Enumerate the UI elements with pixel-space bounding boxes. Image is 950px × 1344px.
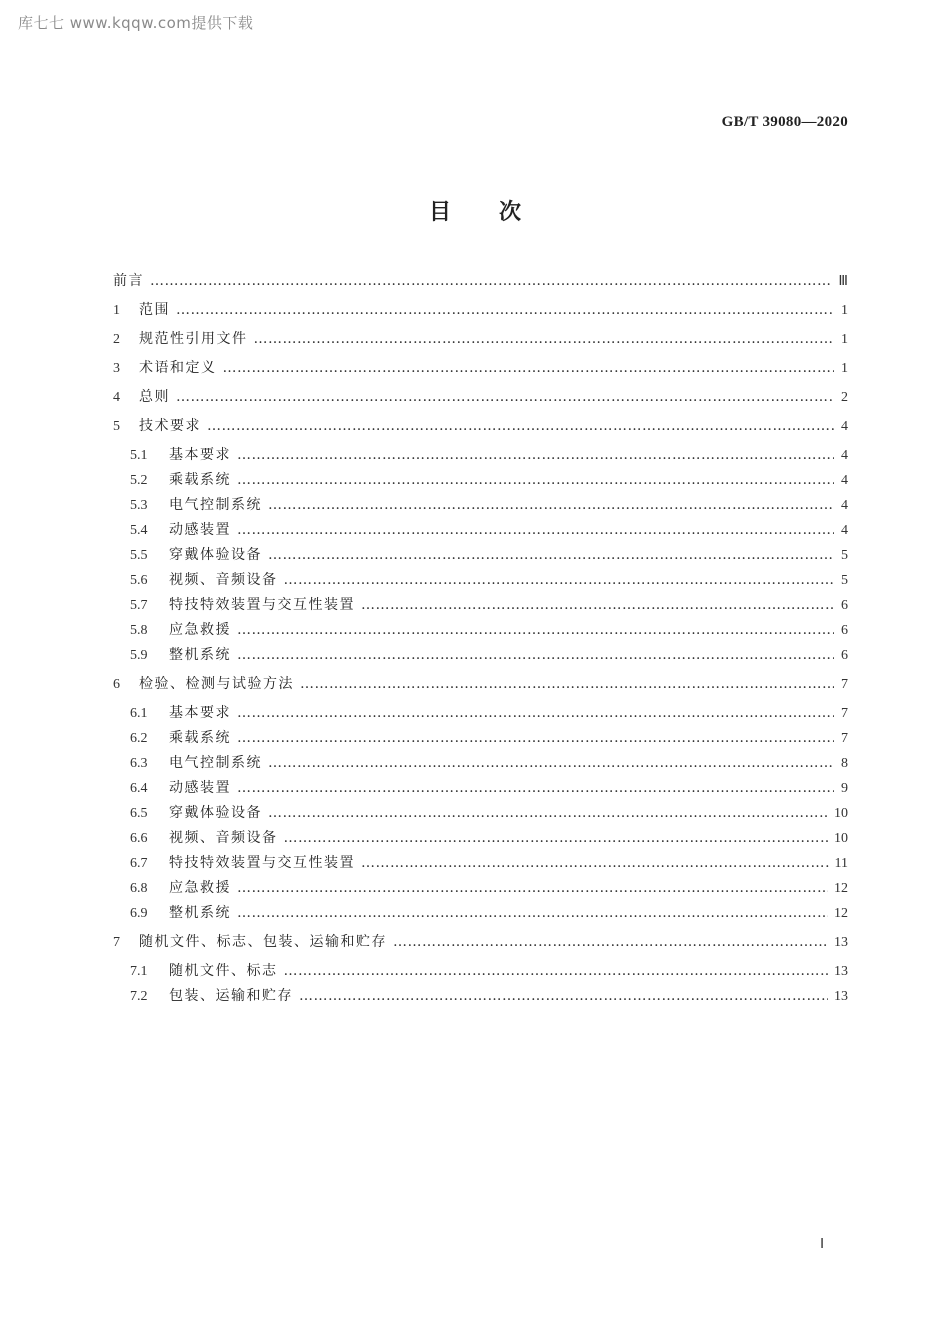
toc-entry[interactable] (113, 673, 848, 693)
toc-leader-dots (268, 805, 828, 821)
toc-entry-page: 4 (841, 419, 848, 434)
toc-entry-page: 10 (834, 806, 848, 821)
toc-entry-title: 视频、音频设备 (169, 830, 278, 846)
toc-leader-dots (268, 547, 834, 563)
toc-entry-title: 范围 (139, 302, 170, 318)
toc-entry-number: 5.7 (130, 598, 148, 613)
toc-subentry[interactable] (130, 827, 848, 847)
toc-entry-title: 技术要求 (139, 418, 201, 434)
toc-entry-page: 6 (841, 623, 848, 638)
toc-subentry[interactable] (130, 544, 848, 564)
toc-entry-number: 5.4 (130, 523, 148, 538)
toc-entry-number: 4 (113, 390, 120, 405)
toc-entry-page: 11 (834, 856, 848, 871)
toc-subentry[interactable] (130, 877, 848, 897)
toc-entry-page: 6 (841, 648, 848, 663)
toc-entry-number: 6.5 (130, 806, 148, 821)
toc-entry-page: 6 (841, 598, 848, 613)
toc-entry-title: 视频、音频设备 (169, 572, 278, 588)
toc-leader-dots (237, 647, 834, 663)
toc-leader-dots (254, 331, 835, 347)
toc-leader-dots (237, 622, 834, 638)
toc-leader-dots (300, 676, 834, 692)
toc-entry-number: 7.2 (130, 989, 148, 1004)
toc-subentry[interactable] (130, 902, 848, 922)
standard-code: GB/T 39080—2020 (721, 114, 848, 130)
toc-entry-title: 基本要求 (169, 705, 231, 721)
toc-entry-number: 5.3 (130, 498, 148, 513)
toc-entry-number: 7 (113, 935, 120, 950)
toc-leader-dots (237, 730, 834, 746)
toc-entry-page: Ⅲ (838, 274, 848, 289)
toc-entry-page: 10 (834, 831, 848, 846)
toc-entry-title: 检验、检测与试验方法 (139, 676, 294, 692)
toc-entry-title: 动感装置 (169, 522, 231, 538)
toc-leader-dots (237, 522, 834, 538)
toc-entry-title: 随机文件、标志 (169, 963, 278, 979)
toc-entry-title: 整机系统 (169, 647, 231, 663)
toc-leader-dots (361, 855, 829, 871)
toc-entry-page: 4 (841, 473, 848, 488)
toc-subentry[interactable] (130, 594, 848, 614)
toc-entry[interactable] (113, 415, 848, 435)
toc-entry-number: 6 (113, 677, 120, 692)
toc-leader-dots (237, 472, 834, 488)
toc-entry-title: 电气控制系统 (169, 755, 262, 771)
toc-entry[interactable] (113, 270, 848, 290)
toc-entry-number: 7.1 (130, 964, 148, 979)
toc-entry-title: 穿戴体验设备 (169, 547, 262, 563)
toc-entry-title: 包装、运输和贮存 (169, 988, 293, 1004)
toc-leader-dots (268, 497, 834, 513)
toc-entry-page: 12 (834, 881, 848, 896)
toc-entry-title: 特技特效装置与交互性装置 (169, 597, 355, 613)
toc-entry-number: 6.6 (130, 831, 148, 846)
toc-entry-page: 4 (841, 523, 848, 538)
page-title: 目次 (428, 200, 569, 225)
toc-entry-number: 5 (113, 419, 120, 434)
toc-subentry[interactable] (130, 985, 848, 1005)
toc-subentry[interactable] (130, 960, 848, 980)
toc-entry[interactable] (113, 931, 848, 951)
toc-entry-number: 6.8 (130, 881, 148, 896)
toc-leader-dots (237, 705, 834, 721)
toc-entry-page: 7 (841, 706, 848, 721)
toc-entry-number: 5.1 (130, 448, 148, 463)
toc-subentry[interactable] (130, 752, 848, 772)
toc-entry-title: 随机文件、标志、包装、运输和贮存 (139, 934, 387, 950)
toc-subentry[interactable] (130, 727, 848, 747)
toc-entry-page: 5 (841, 548, 848, 563)
toc-entry-page: 13 (834, 935, 848, 950)
toc-entry-title: 总则 (139, 389, 170, 405)
toc-entry-page: 13 (834, 964, 848, 979)
toc-entry-title: 基本要求 (169, 447, 231, 463)
toc-subentry[interactable] (130, 619, 848, 639)
toc-entry-title: 前言 (113, 273, 144, 289)
toc-entry[interactable] (113, 328, 848, 348)
toc-subentry[interactable] (130, 802, 848, 822)
toc-subentry[interactable] (130, 469, 848, 489)
toc-entry-page: 12 (834, 906, 848, 921)
toc-entry-page: 4 (841, 448, 848, 463)
watermark: 库七七 www.kqqw.com提供下载 (18, 14, 254, 32)
toc-entry-title: 电气控制系统 (169, 497, 262, 513)
toc-entry-title: 乘载系统 (169, 730, 231, 746)
toc-subentry[interactable] (130, 519, 848, 539)
toc-entry-title: 整机系统 (169, 905, 231, 921)
toc-entry-number: 6.3 (130, 756, 148, 771)
toc-entry[interactable] (113, 386, 848, 406)
toc-leader-dots (237, 880, 828, 896)
toc-entry-page: 9 (841, 781, 848, 796)
toc-entry-number: 6.1 (130, 706, 148, 721)
toc-entry-title: 乘载系统 (169, 472, 231, 488)
toc-subentry[interactable] (130, 702, 848, 722)
toc-entry-number: 1 (113, 303, 120, 318)
toc-entry[interactable] (113, 357, 848, 377)
toc-entry-page: 1 (841, 361, 848, 376)
toc-leader-dots (284, 830, 829, 846)
toc-entry[interactable] (113, 299, 848, 319)
toc-entry-number: 5.9 (130, 648, 148, 663)
toc-subentry[interactable] (130, 494, 848, 514)
toc-entry-number: 5.5 (130, 548, 148, 563)
toc-subentry[interactable] (130, 777, 848, 797)
toc-leader-dots (237, 780, 834, 796)
toc-leader-dots (284, 963, 829, 979)
toc-entry-title: 术语和定义 (139, 360, 217, 376)
toc-entry-title: 特技特效装置与交互性装置 (169, 855, 355, 871)
toc-leader-dots (237, 447, 834, 463)
toc-leader-dots (176, 389, 834, 405)
toc-entry-number: 6.9 (130, 906, 148, 921)
toc-leader-dots (393, 934, 828, 950)
toc-leader-dots (268, 755, 834, 771)
toc-subentry[interactable] (130, 644, 848, 664)
toc-entry-title: 规范性引用文件 (139, 331, 248, 347)
toc-entry-number: 5.2 (130, 473, 148, 488)
toc-entry-number: 5.6 (130, 573, 148, 588)
toc-entry-number: 5.8 (130, 623, 148, 638)
toc-leader-dots (176, 302, 834, 318)
toc-leader-dots (150, 273, 832, 289)
toc-entry-number: 2 (113, 332, 120, 347)
toc-entry-page: 1 (841, 332, 848, 347)
toc-entry-page: 4 (841, 498, 848, 513)
toc-subentry[interactable] (130, 852, 848, 872)
toc-entry-page: 7 (841, 677, 848, 692)
toc-entry-title: 应急救援 (169, 622, 231, 638)
toc-leader-dots (284, 572, 835, 588)
toc-entry-title: 应急救援 (169, 880, 231, 896)
toc-leader-dots (207, 418, 834, 434)
toc-subentry[interactable] (130, 569, 848, 589)
toc-entry-number: 6.4 (130, 781, 148, 796)
toc-entry-page: 7 (841, 731, 848, 746)
toc-entry-number: 3 (113, 361, 120, 376)
toc-entry-page: 2 (841, 390, 848, 405)
toc-entry-page: 8 (841, 756, 848, 771)
toc-leader-dots (223, 360, 835, 376)
toc-entry-number: 6.7 (130, 856, 148, 871)
page-number: Ⅰ (820, 1237, 825, 1252)
toc-entry-page: 5 (841, 573, 848, 588)
toc-entry-page: 1 (841, 303, 848, 318)
toc-entry-number: 6.2 (130, 731, 148, 746)
toc-leader-dots (299, 988, 828, 1004)
toc-leader-dots (361, 597, 834, 613)
toc-entry-title: 穿戴体验设备 (169, 805, 262, 821)
toc-leader-dots (237, 905, 828, 921)
toc-entry-title: 动感装置 (169, 780, 231, 796)
toc-entry-page: 13 (834, 989, 848, 1004)
toc-subentry[interactable] (130, 444, 848, 464)
